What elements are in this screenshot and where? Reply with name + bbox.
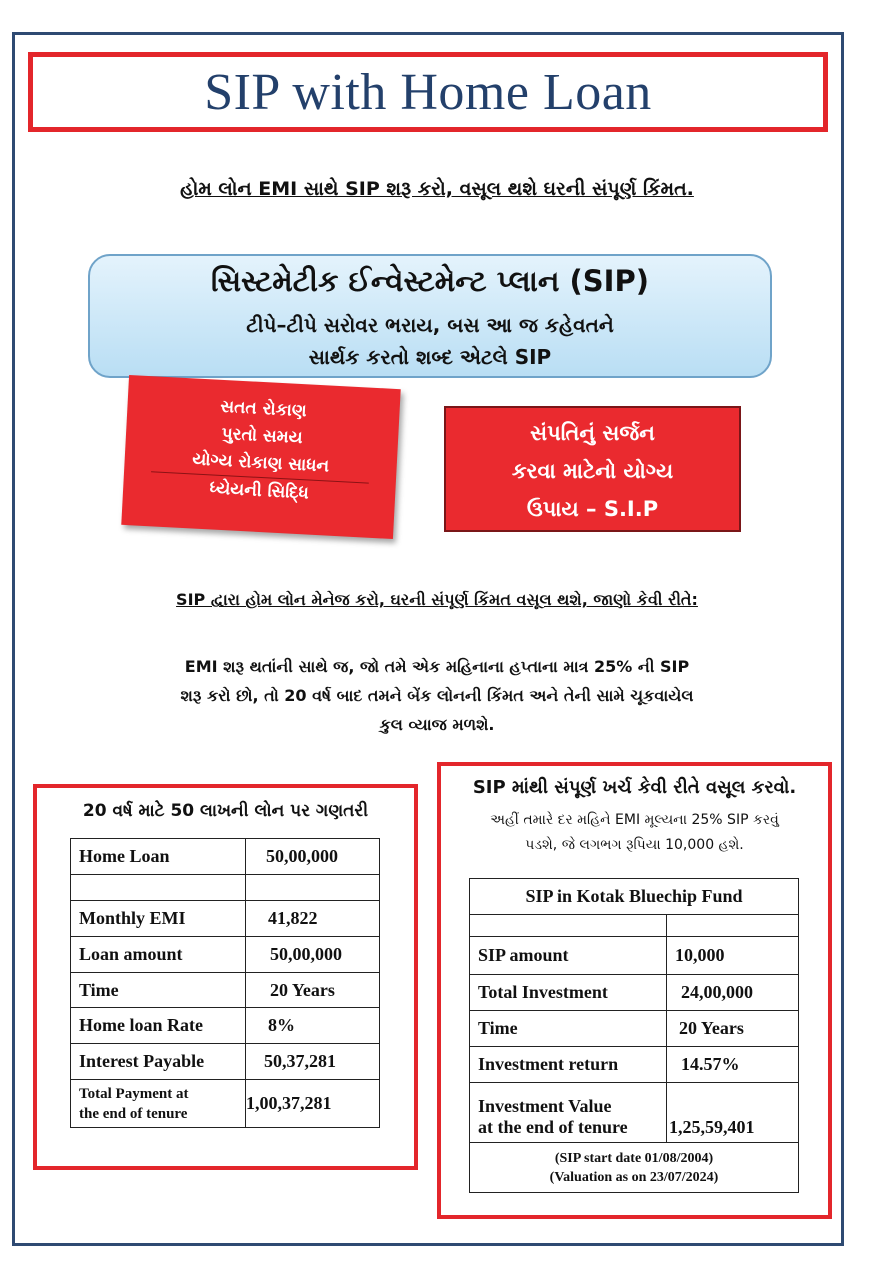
row-value: 24,00,000	[667, 975, 799, 1011]
table-row	[470, 1011, 799, 1047]
row-label: Loan amount	[71, 937, 246, 973]
sip-card-note	[441, 808, 828, 858]
wealth-line: ઉપાય – S.I.P	[526, 497, 659, 521]
row-label-line: the end of tenure	[79, 1105, 188, 1122]
row-value: 50,00,000	[246, 839, 380, 875]
key-point: ધ્યેયની સિદ્ધિ	[209, 478, 310, 504]
key-point: પુરતો સમય	[221, 423, 304, 449]
row-label: Interest Payable	[71, 1044, 246, 1080]
row-label	[71, 875, 246, 901]
table-row	[470, 1143, 799, 1193]
footnote-line: (Valuation as on 23/07/2024)	[549, 1169, 719, 1185]
intro-paragraph	[70, 652, 804, 739]
row-label: Home Loan	[71, 839, 246, 875]
sip-table	[469, 878, 799, 1193]
table-row	[71, 1080, 380, 1128]
subheading-primary: હોમ લોન EMI સાથે SIP શરૂ કરો, વસૂલ થશે ઘરની સંપૂર્ણ કિંમત.	[180, 178, 694, 200]
banner-title: સિસ્ટમેટીક ઈન્વેસ્ટમેન્ટ પ્લાન (SIP)	[211, 264, 649, 298]
row-value: 50,37,281	[246, 1044, 380, 1080]
table-row	[470, 975, 799, 1011]
sip-banner	[88, 254, 772, 378]
note-line: પડશે, જે લગભગ રૂપિયા 10,000 હશે.	[525, 837, 744, 853]
row-label-line: Total Payment at	[79, 1085, 189, 1102]
row-value: 8%	[246, 1008, 380, 1044]
para-line: કુલ વ્યાજ મળશે.	[379, 715, 495, 734]
table-row	[470, 937, 799, 975]
wealth-creation-box	[444, 406, 741, 532]
row-value: 14.57%	[667, 1047, 799, 1083]
page-title: SIP with Home Loan	[204, 63, 652, 121]
sip-table-title: SIP in Kotak Bluechip Fund	[470, 879, 799, 915]
wealth-line: સંપતિનું સર્જન	[530, 421, 655, 445]
row-value	[667, 915, 799, 937]
table-row	[71, 1008, 380, 1044]
title-box	[28, 52, 828, 132]
table-row	[71, 973, 380, 1008]
banner-line-2: ટીપે–ટીપે સરોવર ભરાય, બસ આ જ કહેવતને	[246, 313, 614, 337]
row-label: Monthly EMI	[71, 901, 246, 937]
table-row	[71, 875, 380, 901]
note-line: અહીં તમારે દર મહિને EMI મૂલ્યના 25% SIP કરવું	[490, 812, 779, 828]
table-row	[470, 1047, 799, 1083]
banner-proverb	[90, 309, 770, 373]
row-value: 41,822	[246, 901, 380, 937]
table-row	[71, 839, 380, 875]
row-label: Time	[470, 1011, 667, 1047]
key-point: યોગ્ય રોકાણ સાધન	[191, 449, 330, 477]
para-line: EMI શરૂ થતાંની સાથે જ, જો તમે એક મહિનાના હપ્તાના માત્ર 25% ની SIP	[184, 657, 690, 676]
row-label-line: Investment Value	[478, 1096, 612, 1116]
banner-line-3: સાર્થક કરતો શબ્દ એટલે SIP	[308, 345, 552, 369]
row-value: 1,00,37,281	[246, 1080, 380, 1128]
table-row	[470, 915, 799, 937]
wealth-line: કરવા માટેનો યોગ્ય	[511, 459, 674, 483]
row-value: 20 Years	[667, 1011, 799, 1047]
row-label: Time	[71, 973, 246, 1008]
row-label: Home loan Rate	[71, 1008, 246, 1044]
row-label: Investment return	[470, 1047, 667, 1083]
table-row	[71, 937, 380, 973]
table-row	[71, 901, 380, 937]
footnote-line: (SIP start date 01/08/2004)	[554, 1150, 714, 1166]
sip-footnote	[470, 1143, 799, 1193]
row-value: 1,25,59,401	[667, 1083, 799, 1143]
key-point: સતત રોકાણ	[219, 396, 308, 422]
row-value	[246, 875, 380, 901]
key-points-card	[121, 375, 400, 539]
row-label	[71, 1080, 246, 1128]
sip-card-title: SIP માંથી સંપૂર્ણ ખર્ચ કેવી રીતે વસૂલ કરવો.	[472, 777, 797, 798]
row-label: SIP amount	[470, 937, 667, 975]
row-label: Total Investment	[470, 975, 667, 1011]
table-row	[71, 1044, 380, 1080]
loan-table	[70, 838, 380, 1128]
loan-card-title: 20 વર્ષ માટે 50 લાખની લોન પર ગણતરી	[82, 801, 369, 821]
row-label-line: at the end of tenure	[478, 1117, 628, 1137]
subheading-secondary: SIP દ્વારા હોમ લોન મેનેજ કરો, ઘરની સંપૂર્ણ કિંમત વસૂલ થશે, જાણો કેવી રીતે:	[176, 590, 698, 609]
row-value: 50,00,000	[246, 937, 380, 973]
row-label	[470, 1083, 667, 1143]
para-line: શરૂ કરો છો, તો 20 વર્ષ બાદ તમને બેંક લોનની કિંમત અને તેની સામે ચૂકવાયેલ	[180, 686, 694, 705]
table-row	[470, 1083, 799, 1143]
row-label	[470, 915, 667, 937]
table-row	[470, 879, 799, 915]
row-value: 10,000	[667, 937, 799, 975]
row-value: 20 Years	[246, 973, 380, 1008]
